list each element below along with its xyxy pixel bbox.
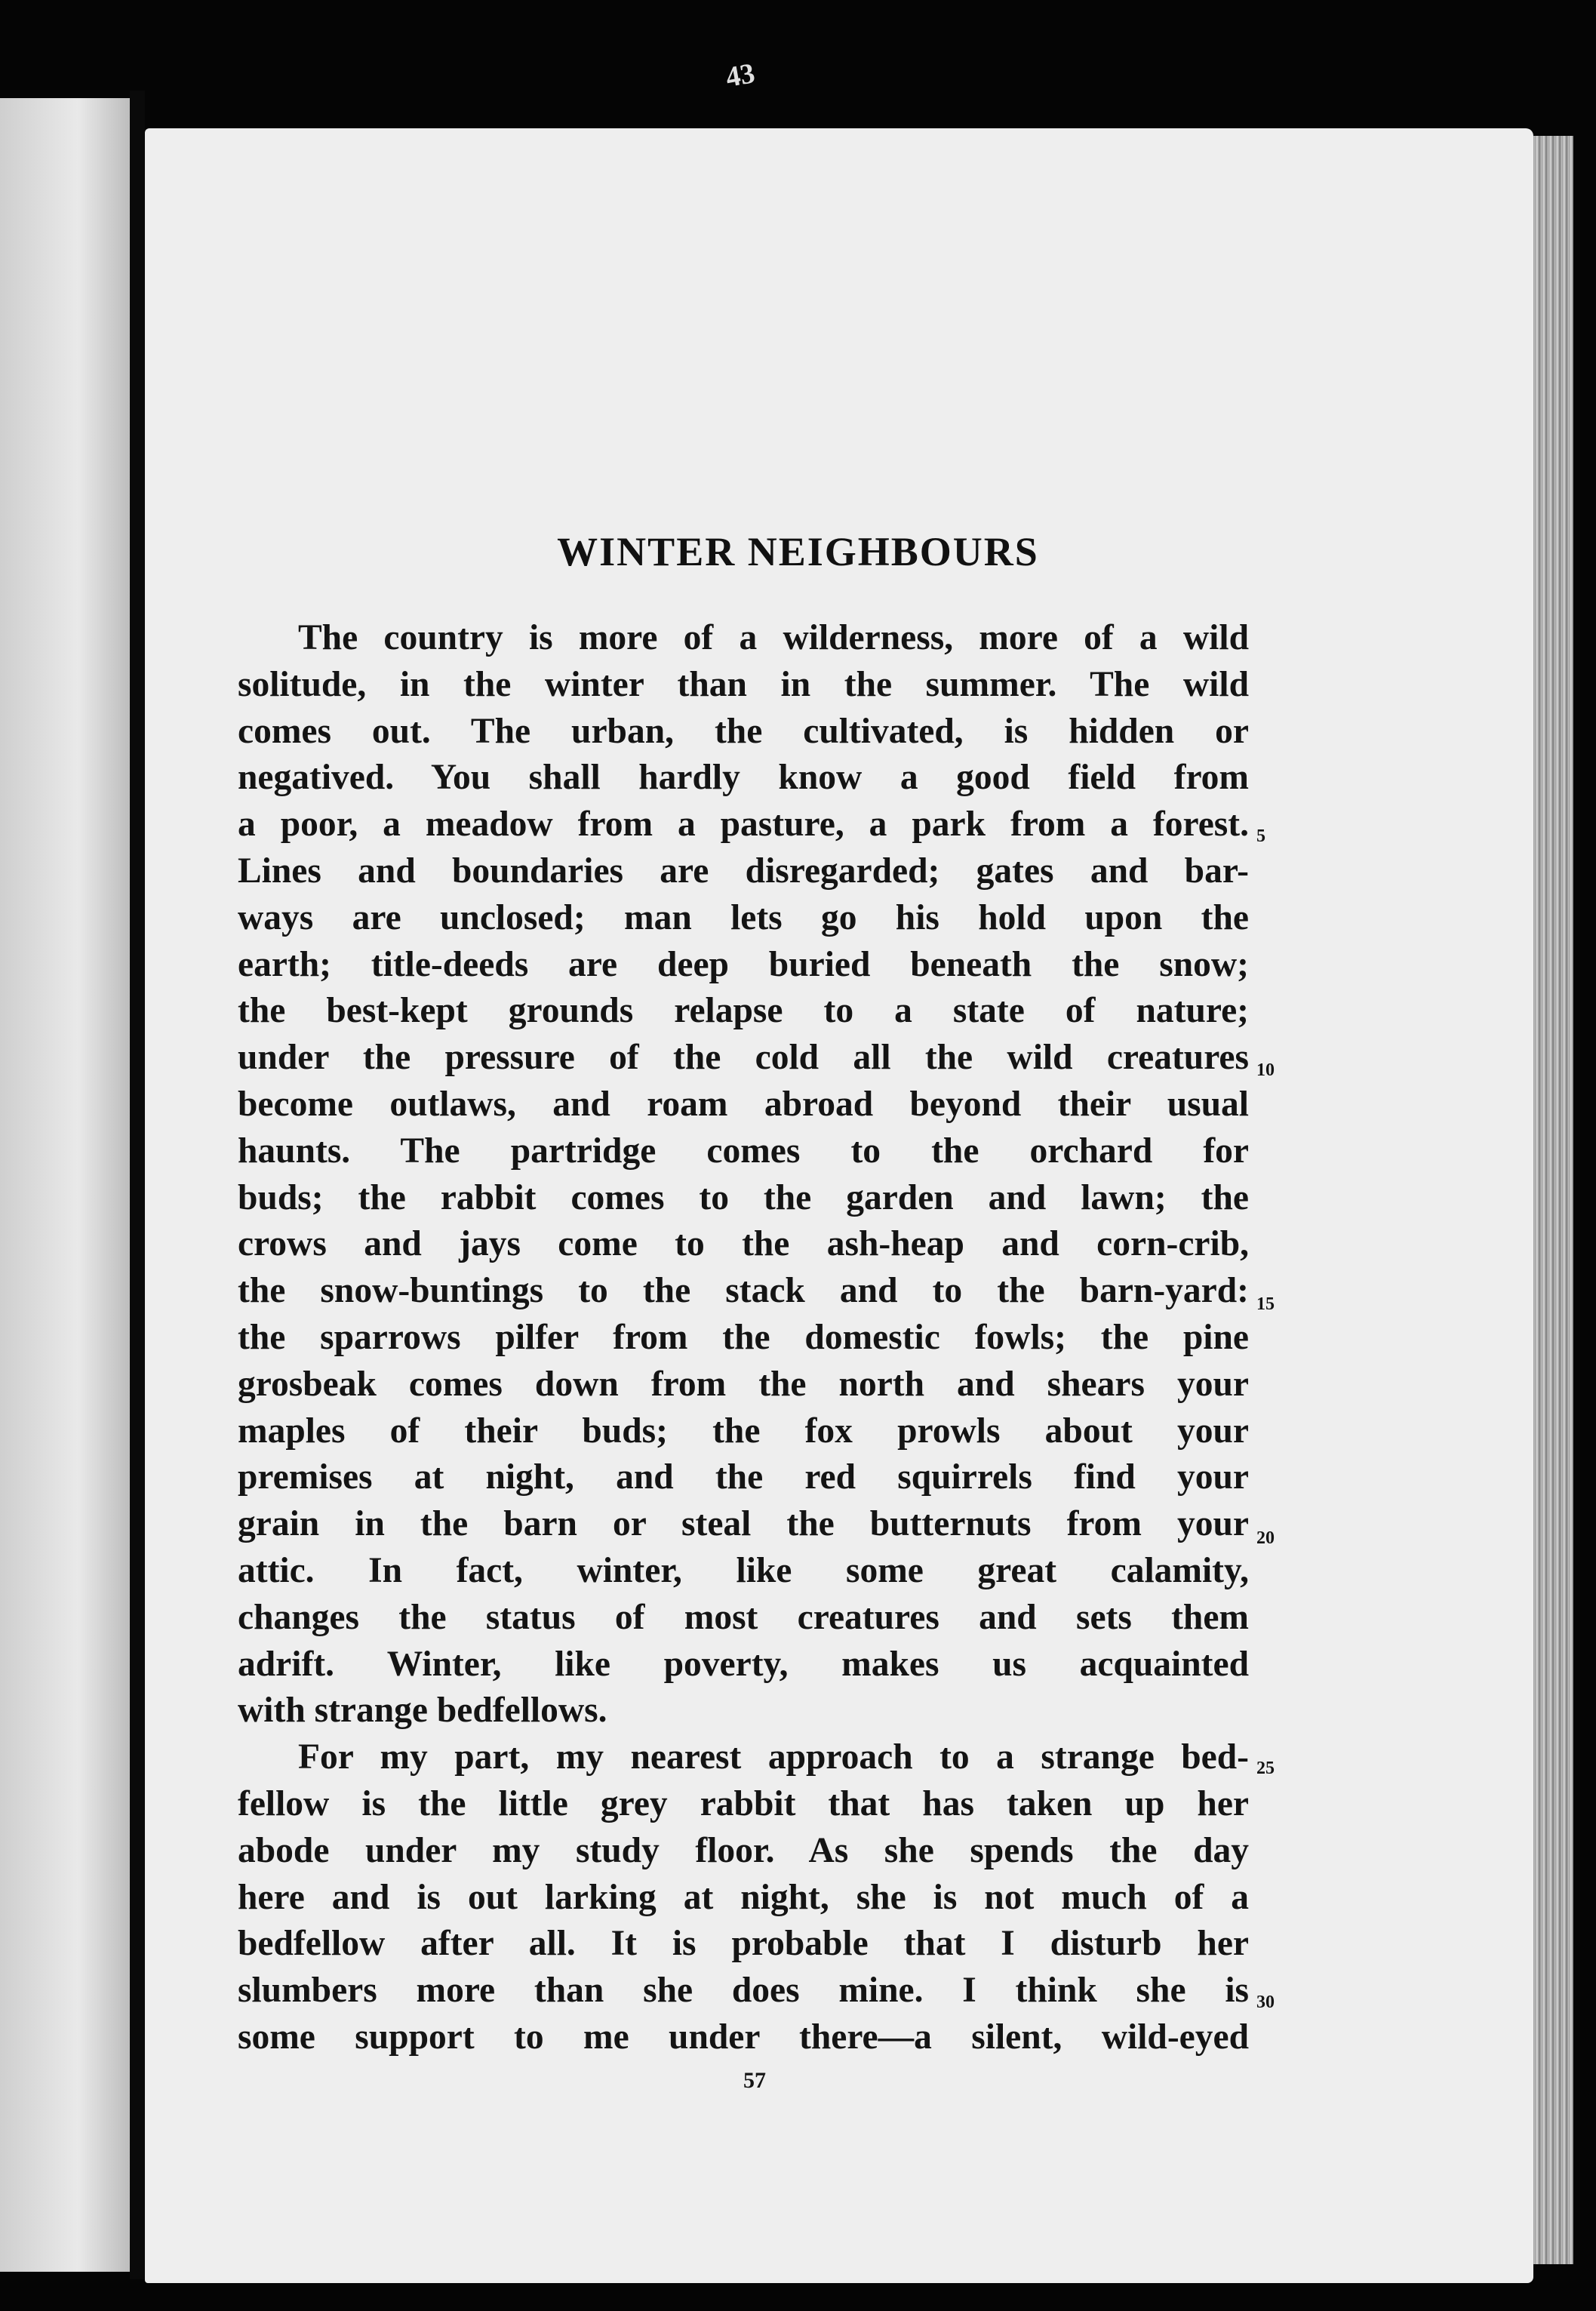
text-line: grain in the barn or steal the butternuts from your (238, 1504, 1249, 1544)
text-line: the snow-buntings to the stack and to the barn-yard: (238, 1271, 1249, 1311)
text-line: slumbers more than she does mine. I think she is (238, 1971, 1249, 2011)
text-line: negatived. You shall hardly know a good field from (238, 758, 1249, 798)
text-line: fellow is the little grey rabbit that has taken up her (238, 1783, 1249, 1823)
text-line: maples of their buds; the fox prowls about your (238, 1411, 1249, 1451)
text-line: changes the status of most creatures and sets them (238, 1597, 1249, 1637)
line-number: 15 (1256, 1294, 1275, 1314)
text-line: bedfellow after all. It is probable that I disturb her (238, 1924, 1249, 1964)
text-line: attic. In fact, winter, like some great calamity, (238, 1550, 1249, 1590)
text-line: grosbeak comes down from the north and shears your (238, 1364, 1249, 1404)
line-number: 20 (1256, 1528, 1275, 1548)
page-number: 57 (743, 2068, 766, 2093)
text-line: buds; the rabbit comes to the garden and lawn; the (238, 1177, 1249, 1217)
body-text (238, 615, 1249, 2061)
text-line: the sparrows pilfer from the domestic fowls; the pine (238, 1317, 1249, 1357)
text-line: the best-kept grounds relapse to a state of nature; (238, 991, 1249, 1031)
page-stack-edges (1528, 136, 1573, 2264)
text-line: ways are unclosed; man lets go his hold upon the (238, 897, 1249, 937)
text-line: premises at night, and the red squirrels find your (238, 1457, 1249, 1497)
text-line: adrift. Winter, like poverty, makes us acquainted (238, 1644, 1249, 1684)
text-line: solitude, in the winter than in the summer. The wild (238, 664, 1249, 704)
line-number: 5 (1256, 826, 1265, 846)
text-line: haunts. The partridge comes to the orchard for (238, 1131, 1249, 1171)
book-gutter (130, 91, 145, 2279)
text-line: become outlaws, and roam abroad beyond their usual (238, 1084, 1249, 1124)
scan-mark: 43 (723, 57, 758, 94)
left-page-edge (0, 98, 130, 2272)
line-number: 10 (1256, 1060, 1275, 1080)
text-line: The country is more of a wilderness, more of a wild (298, 618, 1249, 657)
text-line: here and is out larking at night, she is not much of a (238, 1877, 1249, 1917)
line-number: 25 (1256, 1759, 1275, 1778)
text-line: under the pressure of the cold all the wild creatures (238, 1038, 1249, 1078)
text-line: some support to me under there—a silent, wild-eyed (238, 2017, 1249, 2057)
chapter-title: WINTER NEIGHBOURS (557, 529, 1039, 574)
text-line: comes out. The urban, the cultivated, is hidden or (238, 711, 1249, 751)
text-line: For my part, my nearest approach to a strange bed- (298, 1737, 1249, 1777)
text-line: Lines and boundaries are disregarded; gates and bar- (238, 851, 1249, 891)
text-line: crows and jays come to the ash-heap and corn-crib, (238, 1224, 1249, 1264)
text-line: with strange bedfellows. (238, 1691, 607, 1731)
text-line: abode under my study floor. As she spends the day (238, 1830, 1249, 1870)
text-line: a poor, a meadow from a pasture, a park from a forest. (238, 805, 1249, 845)
line-number: 30 (1256, 1993, 1275, 2012)
text-line: earth; title-deeds are deep buried beneath the snow; (238, 944, 1249, 984)
